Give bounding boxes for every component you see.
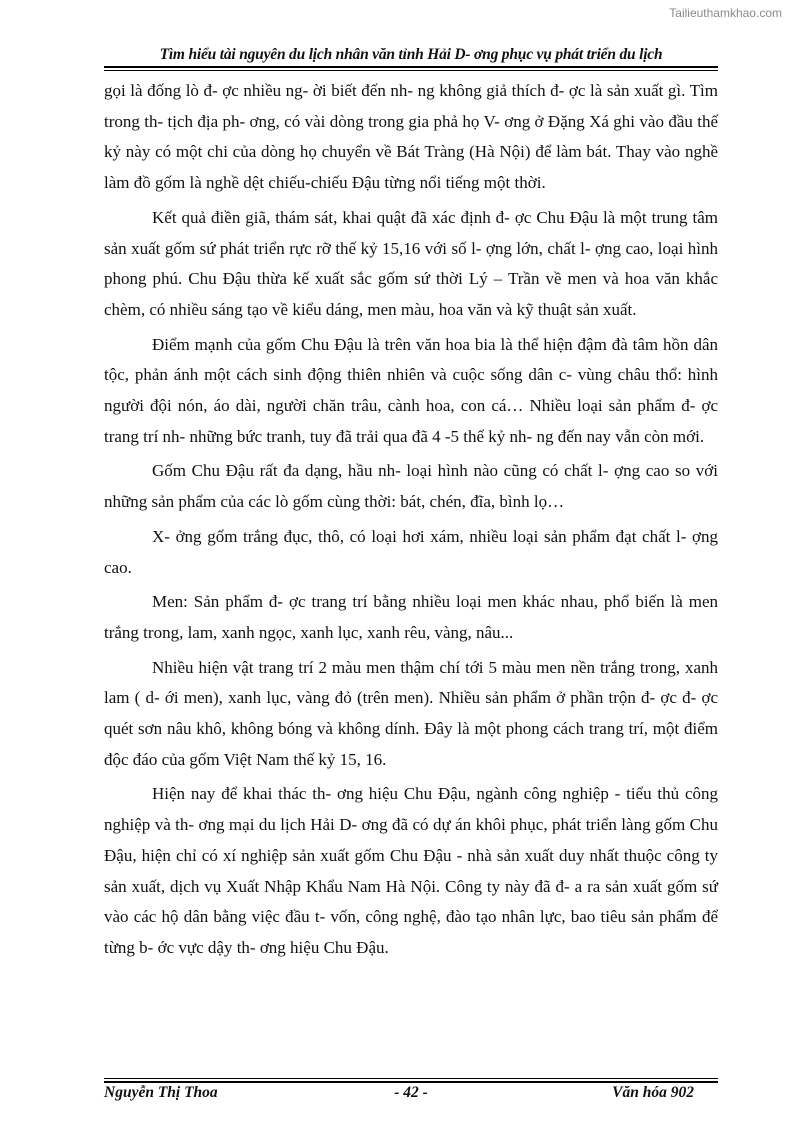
paragraph-6: Men: Sản phẩm đ- ợc trang trí bằng nhiều loại men khác nhau, phổ biến là men trắng trong, lam, xanh ngọc, xanh lục, xanh rêu, vàng, nâu... [104,592,718,642]
footer-author: Nguyễn Thị Thoa [104,1084,218,1101]
body-text [104,76,718,968]
running-header: Tìm hiểu tài nguyên du lịch nhân văn tỉnh Hải D- ơng phục vụ phát triển du lịch [159,46,663,63]
header-rule [104,66,718,68]
watermark: Tailieuthamkhao.com [669,6,782,20]
page-number: - 42 - [394,1084,428,1101]
footer-rule-thin [104,1078,718,1079]
paragraph-5: X- ởng gốm trắng đục, thô, có loại hơi xám, nhiều loại sản phẩm đạt chất l- ợng cao. [104,526,718,577]
header-rule-thin [104,70,718,71]
paragraph-7: Nhiều hiện vật trang trí 2 màu men thậm chí tới 5 màu men nền trắng trong, xanh lam ( d- ới men), xanh lục, vàng đỏ (trên men). Nhiều sản phẩm ở phần trộn đ- ợc đ- ợc quét sơn nâu khô, không bóng và không dính. Đây là một phong cách trang trí, một điểm độc đáo của gốm Việt Nam thế kỷ 15, 16. [104,657,718,769]
paragraph-1: gọi là đống lò đ- ợc nhiều ng- ời biết đến nh- ng không giả thích đ- ợc là sản xuất gì. Tìm trong th- tịch địa ph- ơng, có vài dòng trong gia phả họ V- ơng ở Đặng Xá ghi vào đầu thế kỷ này có một chi của dòng họ chuyển về Bát Tràng (Hà Nội) để làm bát. Thay vào nghề làm đồ gốm là nghề dệt chiếu-chiếu Đậu từng nổi tiếng một thời. [104,81,718,193]
footer-class: Văn hóa 902 [612,1084,694,1101]
footer-rule [104,1081,718,1083]
paragraph-4: Gốm Chu Đậu rất đa dạng, hầu nh- loại hình nào cũng có chất l- ợng cao so với những sản phẩm của các lò gốm cùng thời: bát, chén, đĩa, bình lọ… [104,461,718,512]
paragraph-2: Kết quả điền giã, thám sát, khai quật đã xác định đ- ợc Chu Đậu là một trung tâm sản xuất gốm sứ phát triển rực rỡ thế kỷ 15,16 với số l- ợng lớn, chất l- ợng cao, loại hình phong phú. Chu Đậu thừa kế xuất sắc gốm sứ thời Lý – Trần về men và hoa văn khắc chèm, có nhiều sáng tạo về kiểu dáng, men màu, hoa văn và kỹ thuật sản xuất. [104,207,718,319]
paragraph-8: Hiện nay để khai thác th- ơng hiệu Chu Đậu, ngành công nghiệp - tiểu thủ công nghiệp và th- ơng mại du lịch Hải D- ơng đã có dự án khôi phục, phát triển làng gốm Chu Đậu, hiện chỉ có xí nghiệp sản xuất gốm Chu Đậu - nhà sản xuất duy nhất thuộc công ty sản xuất, dịch vụ Xuất Nhập Khẩu Nam Hà Nội. Công ty này đã đ- a ra sản xuất gốm sứ vào các hộ dân bằng việc đầu t- vốn, công nghệ, đào tạo nhân lực, bao tiêu sản phẩm để từng b- ớc vực dậy th- ơng hiệu Chu Đậu. [104,784,718,957]
paragraph-3: Điểm mạnh của gốm Chu Đậu là trên văn hoa bia là thể hiện đậm đà tâm hồn dân tộc, phản ánh một cách sinh động thiên nhiên và cuộc sống dân c- vùng châu thổ: hình người đội nón, áo dài, người chăn trâu, cành hoa, con cá… Nhiều loại sản phẩm đ- ợc trang trí nh- những bức tranh, tuy đã trải qua đã 4 -5 thế kỷ nh- ng đến nay vẫn còn mới. [104,334,718,446]
